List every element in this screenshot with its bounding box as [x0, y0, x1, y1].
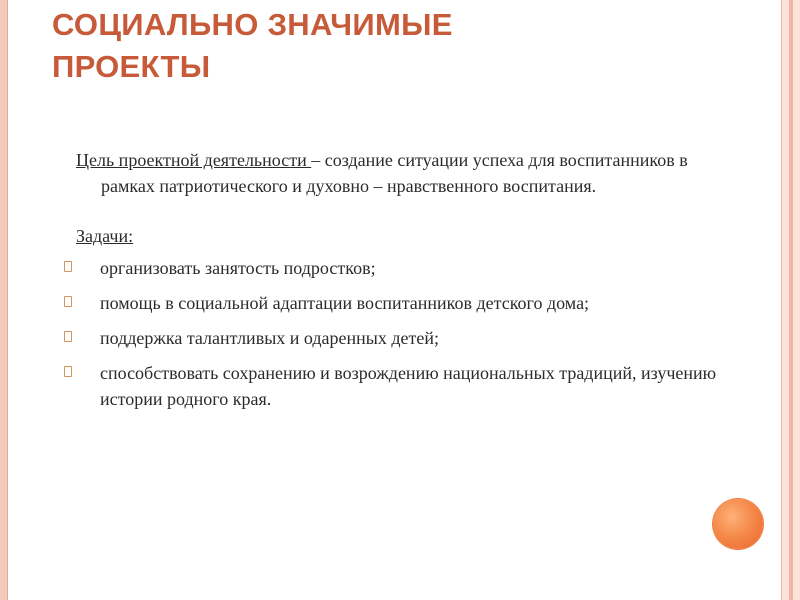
list-item [64, 360, 724, 412]
right-decorative-stripe [789, 0, 793, 600]
list-item [64, 255, 724, 281]
list-item [64, 325, 724, 351]
task-text: помощь в социальной адаптации воспитанников детского дома; [100, 293, 590, 313]
title-line-2: ПРОЕКТЫ [52, 49, 211, 84]
goal-label: Цель проектной деятельности [76, 150, 312, 170]
slide-title [52, 4, 453, 88]
bullet-icon [64, 331, 72, 342]
goal-paragraph [76, 147, 736, 199]
list-item [64, 290, 724, 316]
bullet-icon [64, 261, 72, 272]
bullet-icon [64, 366, 72, 377]
title-line-1: СОЦИАЛЬНО ЗНАЧИМЫЕ [52, 7, 453, 42]
left-decorative-bar [0, 0, 8, 600]
slide-body [76, 147, 736, 421]
decorative-circle-icon [713, 499, 763, 549]
bullet-icon [64, 296, 72, 307]
task-text: способствовать сохранению и возрождению национальных традиций, изучению истории родного края. [100, 363, 717, 409]
task-text: организовать занятость подростков; [100, 258, 376, 278]
goal-text: – создание ситуации успеха для воспитанников в рамках патриотического и духовно – нравственного воспитания. [101, 150, 688, 196]
tasks-heading: Задачи: [76, 226, 134, 246]
task-text: поддержка талантливых и одаренных детей; [100, 328, 440, 348]
task-list [64, 255, 724, 412]
